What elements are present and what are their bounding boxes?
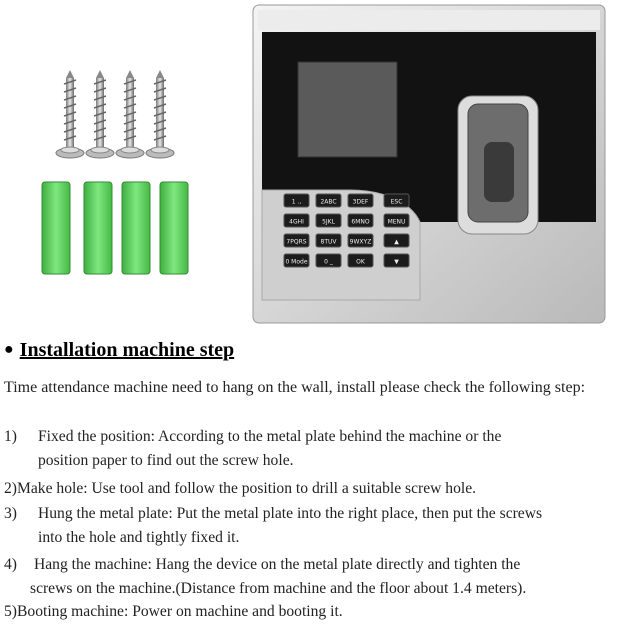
keypad-key-label: ▲ bbox=[394, 238, 399, 246]
keypad-key-label: 8TUV bbox=[320, 238, 337, 246]
anchor-icon bbox=[122, 182, 150, 274]
step-text: Hang the machine: Hang the device on the metal plate directly and tighten the bbox=[34, 556, 521, 573]
keypad-key-label: 2ABC bbox=[320, 198, 337, 206]
step-number: 4) bbox=[4, 556, 17, 573]
keypad-key[interactable] bbox=[316, 234, 341, 247]
keypad-key[interactable] bbox=[316, 214, 341, 227]
keypad-key[interactable] bbox=[384, 254, 409, 267]
keypad-key[interactable] bbox=[384, 214, 409, 227]
screw-icon bbox=[86, 70, 114, 158]
fingerprint-sensor-icon bbox=[458, 96, 538, 234]
screws bbox=[56, 70, 174, 158]
step-number: 5) bbox=[4, 603, 17, 620]
anchor-icon bbox=[42, 182, 70, 274]
step-text: Booting machine: Power on machine and booting it. bbox=[17, 603, 343, 620]
keypad-key[interactable] bbox=[348, 214, 373, 227]
step-5 bbox=[4, 600, 638, 624]
keypad-key[interactable] bbox=[284, 234, 309, 247]
step-text-continued: screws on the machine.(Distance from machine and the floor about 1.4 meters). bbox=[30, 580, 527, 597]
keypad-key-label: 3DEF bbox=[352, 198, 369, 206]
step-3 bbox=[4, 502, 638, 550]
screw-icon bbox=[146, 70, 174, 158]
step-2 bbox=[4, 477, 638, 501]
attendance-machine bbox=[253, 5, 605, 323]
wall-anchors bbox=[42, 182, 188, 274]
keypad-key[interactable] bbox=[384, 194, 409, 207]
step-number: 1) bbox=[4, 428, 17, 445]
step-number: 2) bbox=[4, 480, 17, 497]
step-text-continued: position paper to find out the screw hole. bbox=[38, 452, 294, 469]
section-heading bbox=[4, 339, 234, 362]
anchor-icon bbox=[84, 182, 112, 274]
keypad-key-label: MENU bbox=[387, 218, 406, 226]
keypad-key-label: 0 Mode bbox=[285, 258, 308, 266]
screw-icon bbox=[56, 70, 84, 158]
keypad-key[interactable] bbox=[284, 214, 309, 227]
keypad-key-label: 7PQRS bbox=[286, 238, 307, 246]
keypad-key-label: 4GHI bbox=[289, 218, 304, 226]
lcd-screen bbox=[298, 62, 397, 157]
keypad-key-label: 0 _ bbox=[324, 258, 333, 266]
step-4 bbox=[4, 553, 638, 601]
step-number: 3) bbox=[4, 505, 17, 522]
anchor-icon bbox=[160, 182, 188, 274]
step-text: Hung the metal plate: Put the metal plate into the right place, then put the screws bbox=[38, 505, 543, 522]
keypad-key[interactable] bbox=[284, 194, 309, 207]
step-text: Fixed the position: According to the metal plate behind the machine or the bbox=[38, 428, 502, 445]
keypad-key[interactable] bbox=[316, 254, 341, 267]
intro-paragraph: Time attendance machine need to hang on the wall, install please check the following step: bbox=[4, 379, 586, 396]
step-1 bbox=[4, 425, 638, 473]
keypad-key-label: 1 ., bbox=[291, 198, 302, 206]
keypad-key-label: 6MNO bbox=[351, 218, 370, 226]
keypad-key[interactable] bbox=[348, 254, 373, 267]
keypad-key-label: 9WXYZ bbox=[349, 238, 372, 246]
keypad-key-label: ▼ bbox=[394, 258, 399, 266]
keypad-key[interactable] bbox=[348, 234, 373, 247]
step-text-continued: into the hole and tightly fixed it. bbox=[38, 529, 240, 546]
keypad-key-label: OK bbox=[356, 258, 365, 266]
keypad-key[interactable] bbox=[348, 194, 373, 207]
keypad-key[interactable] bbox=[284, 254, 309, 267]
screw-icon bbox=[116, 70, 144, 158]
bullet-icon: ● bbox=[4, 341, 14, 358]
keypad-key[interactable] bbox=[316, 194, 341, 207]
keypad-key-label: 5JKL bbox=[322, 218, 335, 226]
keypad-key-label: ESC bbox=[390, 198, 403, 206]
section-title: Installation machine step bbox=[19, 339, 235, 361]
step-text: Make hole: Use tool and follow the position to drill a suitable screw hole. bbox=[17, 480, 477, 497]
keypad-key[interactable] bbox=[384, 234, 409, 247]
